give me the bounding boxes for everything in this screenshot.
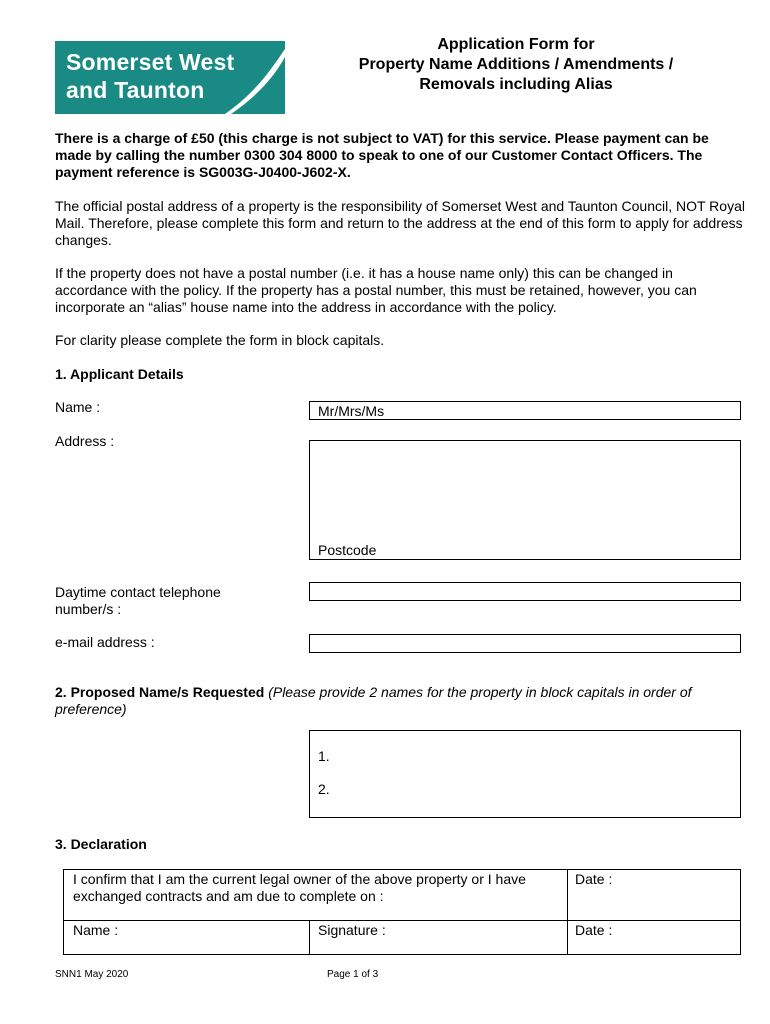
page-title [320,35,712,95]
proposed-names-note: (Please provide 2 names for the property in block capitals in order of preference) [55,684,692,717]
proposed-names-heading-text: 2. Proposed Name/s Requested [55,684,265,700]
phone-label-line-1: Daytime contact telephone [55,584,221,600]
council-logo [55,41,285,114]
logo-line-1: Somerset West [66,49,235,75]
intro-paragraph-block-capitals: For clarity please complete the form in block capitals. [55,332,385,348]
declaration-date-field[interactable]: Date : [575,871,613,887]
name-label: Name : [55,399,101,415]
title-line-3: Removals including Alias [419,76,613,93]
phone-field[interactable] [309,582,741,601]
charge-notice: There is a charge of £50 (this charge is not subject to VAT) for this service. Please payment can be made by calling the number 0300 304 8000 to speak to one of our Customer Contact Officers. The payment reference is SG003G-J0400-J602-X. [55,130,709,180]
declaration-table [63,869,741,955]
email-field[interactable] [309,634,741,653]
declaration-date-field-2[interactable]: Date : [575,922,613,938]
section-proposed-names-heading [55,684,745,718]
intro-paragraph-policy: If the property does not have a postal number (i.e. it has a house name only) this can be changed in accordance with the policy. If the property has a postal number, this must be retained, however, you can incorporate an “alias” house name into the address in accordance with the policy. [55,265,697,315]
proposed-names-field[interactable] [309,730,741,818]
name-title-prompt: Mr/Mrs/Ms [318,403,385,419]
logo-line-2: and Taunton [66,77,205,103]
form-code: SNN1 May 2020 [55,969,129,980]
declaration-signature-field[interactable]: Signature : [318,922,386,938]
declaration-signature-column-divider [309,920,310,955]
phone-label [55,584,221,618]
address-field[interactable] [309,440,741,560]
section-declaration-heading: 3. Declaration [55,836,147,852]
title-line-1: Application Form for [437,36,595,53]
proposed-name-2-label: 2. [318,781,330,797]
declaration-row-divider [64,920,740,921]
phone-label-line-2: number/s : [55,601,122,617]
declaration-date-column-divider [567,870,568,954]
name-field[interactable] [309,401,741,420]
declaration-statement: I confirm that I am the current legal owner of the above property or I have exchanged contracts and am due to complete on : [73,871,526,904]
declaration-name-field[interactable]: Name : [73,922,119,938]
logo-wordmark [66,48,234,104]
page-number: Page 1 of 3 [327,969,379,980]
address-label: Address : [55,433,115,449]
intro-paragraph-responsibility: The official postal address of a property is the responsibility of Somerset West and Taunton Council, NOT Royal Mail. Therefore, please complete this form and return to the address at the end of this form to apply for address changes. [55,198,745,248]
title-line-2: Property Name Additions / Amendments / [358,56,674,73]
section-applicant-details-heading: 1. Applicant Details [55,366,184,382]
proposed-name-1-label: 1. [318,748,330,764]
postcode-label: Postcode [318,542,377,558]
email-label: e-mail address : [55,634,155,650]
